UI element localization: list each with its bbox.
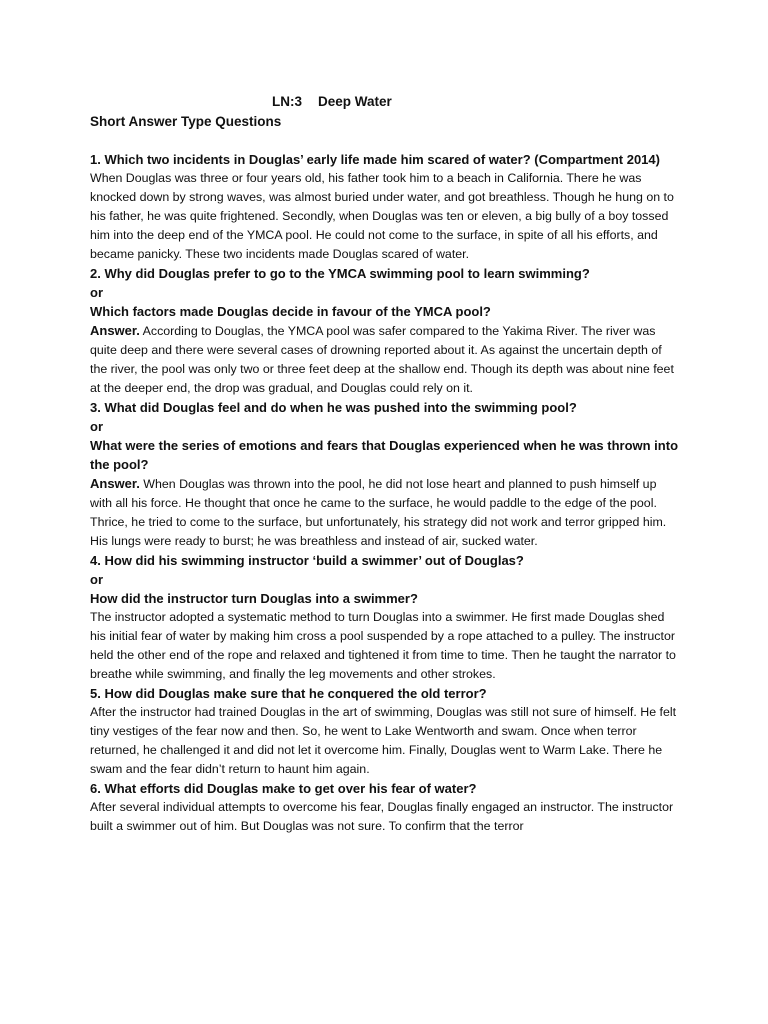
question-1: 1. Which two incidents in Douglas’ early life made him scared of water? (Compartment 2014) [90,152,660,167]
answer-5: After the instructor had trained Douglas in the art of swimming, Douglas was still not sure of himself. He felt tiny vestiges of the fear now and then. So, he went to Lake Wentworth and swam. Once when terror returned, he challenged it and did not let it overcome him. Finally, Douglas went to Warm Lake. There he swam and the fear didn’t return to haunt him again. [90,705,677,776]
question-2-alt: Which factors made Douglas decide in favour of the YMCA pool? [90,304,491,319]
answer-2 [90,321,680,398]
question-3-alt: What were the series of emotions and fears that Douglas experienced when he was thrown into the pool? [90,438,679,472]
question-2: 2. Why did Douglas prefer to go to the YMCA swimming pool to learn swimming? [90,266,590,281]
document-page [90,92,680,836]
chapter-title [272,92,680,112]
answer-6: After several individual attempts to overcome his fear, Douglas finally engaged an instructor. The instructor built a swimmer out of him. But Douglas was not sure. To confirm that the terror [90,800,674,833]
question-4-or: or [90,572,103,587]
chapter-name: Deep Water [318,94,392,109]
question-6: 6. What efforts did Douglas make to get over his fear of water? [90,781,477,796]
answer-label: Answer. [90,323,140,338]
section-subtitle: Short Answer Type Questions [90,114,282,129]
answer-2-text: According to Douglas, the YMCA pool was safer compared to the Yakima River. The river was quite deep and there were several cases of drowning reported about it. As against the uncertain depth of the river, the pool was only two or three feet deep at the shallow end. Though its depth was about nine feet at the deeper end, the drop was gradual, and Douglas could rely on it. [90,324,674,395]
question-3: 3. What did Douglas feel and do when he was pushed into the swimming pool? [90,400,577,415]
answer-3-text: When Douglas was thrown into the pool, he did not lose heart and planned to push himself up with all his force. He thought that once he came to the surface, he would paddle to the edge of the pool. Thrice, he tried to come to the surface, but unfortunately, his strategy did not work and terror gripped him. His lungs were ready to burst; he was breathless and instead of air, sucked water. [90,477,667,548]
question-5: 5. How did Douglas make sure that he conquered the old terror? [90,686,487,701]
question-4-alt: How did the instructor turn Douglas into a swimmer? [90,591,418,606]
lesson-number: LN:3 [272,94,302,109]
answer-1: When Douglas was three or four years old, his father took him to a beach in California. There he was knocked down by strong waves, was almost buried under water, and got breathless. Though he hung on to his father, he was quite frightened. Secondly, when Douglas was ten or eleven, a big bully of a boy tossed him into the deep end of the YMCA pool. He could not come to the surface, in spite of all his efforts, and became panicky. These two incidents made Douglas scared of water. [90,171,674,261]
question-2-or: or [90,285,103,300]
answer-label: Answer. [90,476,140,491]
question-4: 4. How did his swimming instructor ‘build a swimmer’ out of Douglas? [90,553,524,568]
answer-4: The instructor adopted a systematic method to turn Douglas into a swimmer. He first made Douglas shed his initial fear of water by making him cross a pool suspended by a rope attached to a pulley. The instructor held the other end of the rope and relaxed and tightened it from time to time. Then he taught the narrator to breathe while swimming, and finally the leg movements and other strokes. [90,610,676,681]
question-3-or: or [90,419,103,434]
answer-3 [90,474,680,551]
